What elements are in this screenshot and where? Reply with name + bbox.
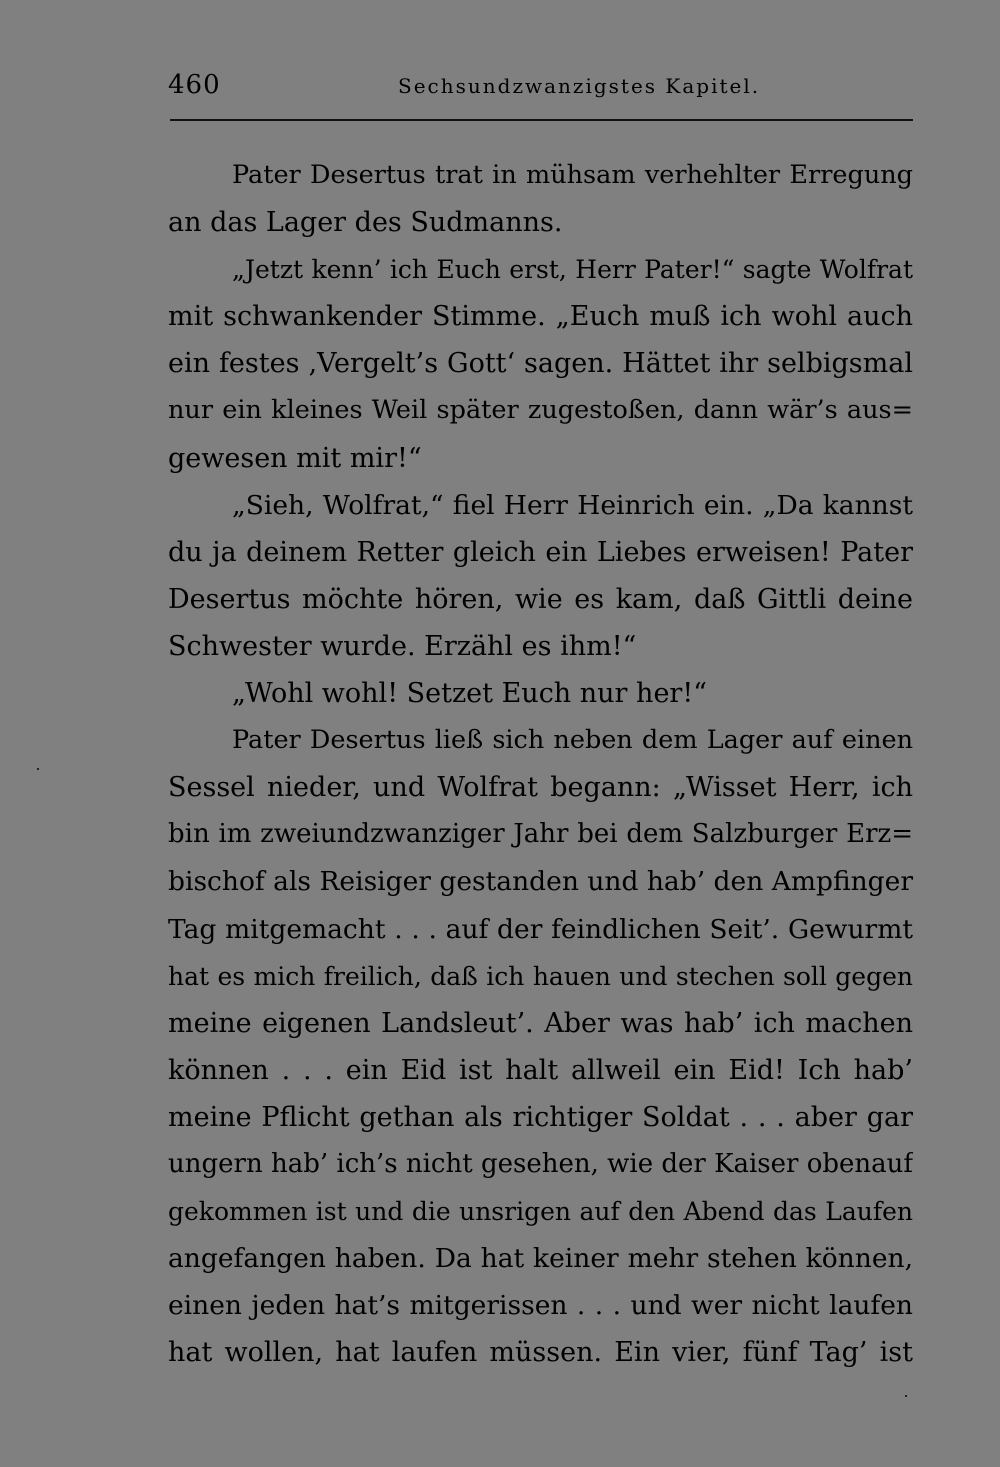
text-line: meine Pflicht gethan als richtiger Soldat . . . aber gar (168, 1101, 913, 1133)
text-line: „Wohl wohl! Setzet Euch nur her!“ (232, 678, 707, 710)
running-head: Sechsundzwanzigstes Kapitel. (398, 74, 761, 98)
text-line: hat es mich freilich, daß ich hauen und stechen soll gegen (168, 961, 913, 991)
text-line: bin im zweiundzwanziger Jahr bei dem Salzburger Erz= (168, 819, 913, 850)
page-number: 460 (168, 70, 221, 100)
text-line: an das Lager des Sudmanns. (168, 207, 563, 239)
text-line: nur ein kleines Weil später zugestoßen, dann wär’s aus= (168, 395, 913, 426)
paper-speck (905, 1395, 907, 1397)
text-line: Pater Desertus ließ sich neben dem Lager auf einen (232, 725, 913, 756)
text-line: angefangen haben. Da hat keiner mehr stehen können, (168, 1243, 913, 1275)
text-line: gekommen ist und die unsrigen auf den Abend das Laufen (168, 1197, 913, 1227)
text-line: Schwester wurde. Erzähl es ihm!“ (168, 630, 637, 662)
text-line: meine eigenen Landsleut’. Aber was hab’ ich machen (168, 1007, 913, 1039)
text-line: Sessel nieder, und Wolfrat begann: „Wisset Herr, ich (168, 772, 913, 804)
paper-speck (37, 768, 39, 770)
text-line: Pater Desertus trat in mühsam verhehlter Erregung (232, 160, 913, 190)
page-header (168, 68, 913, 108)
text-line: ungern hab’ ich’s nicht gesehen, wie der Kaiser obenauf (168, 1148, 913, 1179)
text-line: bischof als Reisiger gestanden und hab’ den Ampfinger (168, 866, 913, 898)
text-line: einen jeden hat’s mitgerissen . . . und wer nicht laufen (168, 1290, 913, 1322)
text-line: können . . . ein Eid ist halt allweil ein Eid! Ich hab’ (168, 1054, 913, 1086)
body-text (168, 152, 913, 1376)
text-line: mit schwankender Stimme. „Euch muß ich wohl auch (168, 301, 913, 333)
text-line: „Jetzt kenn’ ich Euch erst, Herr Pater!“ sagte Wolfrat (232, 255, 913, 285)
text-line: Desertus möchte hören, wie es kam, daß Gittli deine (168, 583, 913, 615)
text-line: hat wollen, hat laufen müssen. Ein vier, fünf Tag’ ist (168, 1337, 913, 1369)
text-line: ein festes ‚Vergelt’s Gott‘ sagen. Hättet ihr selbigsmal (168, 348, 913, 380)
text-line: Tag mitgemacht . . . auf der feindlichen Seit’. Gewurmt (168, 913, 913, 945)
text-line: gewesen mit mir!“ (168, 442, 422, 474)
text-line: „Sieh, Wolfrat,“ fiel Herr Heinrich ein. „Da kannst (232, 489, 913, 521)
header-rule (170, 119, 913, 121)
text-line: du ja deinem Retter gleich ein Liebes erweisen! Pater (168, 536, 913, 568)
